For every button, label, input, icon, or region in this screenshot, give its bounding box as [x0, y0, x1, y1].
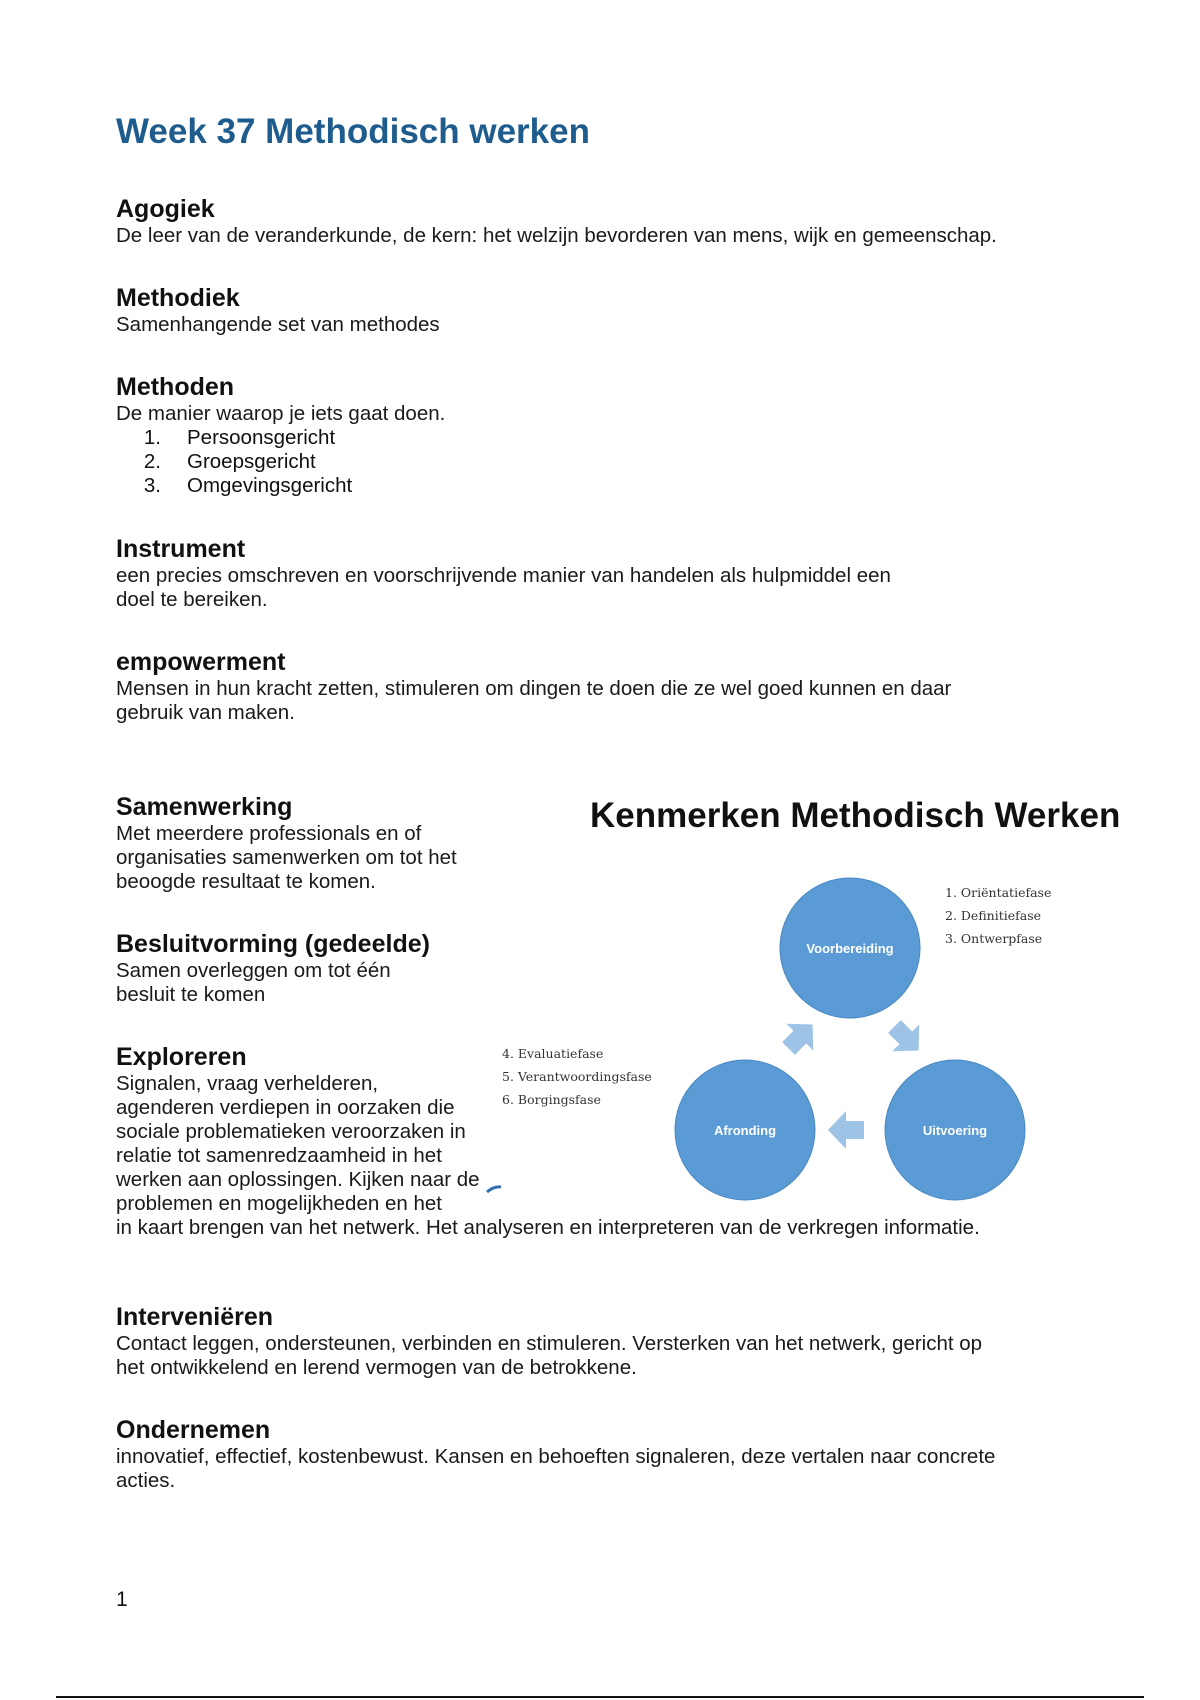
diagram-title: Kenmerken Methodisch Werken [590, 796, 1121, 835]
section-empowerment [116, 647, 1086, 725]
section-methoden [116, 372, 1086, 498]
phase-left-6: 6. Borgingsfase [502, 1092, 601, 1107]
text-agogiek: De leer van de veranderkunde, de kern: het welzijn bevorderen van mens, wijk en gemeenschap. [116, 224, 997, 247]
heading-exploreren: Exploreren [116, 1043, 247, 1071]
heading-empowerment: empowerment [116, 648, 286, 676]
section-ondernemen [116, 1415, 1086, 1493]
text-instrument-line1: een precies omschreven en voorschrijvende manier van handelen als hulpmiddel een [116, 564, 891, 587]
text-methoden: De manier waarop je iets gaat doen. [116, 402, 446, 425]
phase-top-1: 1. Oriëntatiefase [945, 885, 1052, 900]
heading-samenwerking: Samenwerking [116, 793, 293, 821]
section-interveniëren [116, 1302, 1086, 1380]
section-samenwerking [116, 792, 476, 894]
phase-left-5: 5. Verantwoordingsfase [502, 1069, 652, 1084]
cycle-diagram [480, 860, 1100, 1220]
methoden-list [116, 426, 1086, 498]
arrow-left-up-icon [775, 1011, 826, 1062]
heading-agogiek: Agogiek [116, 195, 215, 223]
list-item: 2. Groepsgericht [143, 450, 316, 473]
phase-top-2: 2. Definitiefase [945, 908, 1042, 923]
label-uitvoering: Uitvoering [922, 1123, 988, 1138]
list-item: 1. Persoonsgericht [143, 426, 336, 449]
label-afronding: Afronding [713, 1123, 777, 1138]
text-exploreren-cont: in kaart brengen van het netwerk. Het analyseren en interpreteren van de verkregen informatie. [116, 1216, 980, 1239]
text-ondernemen-line2: acties. [116, 1469, 176, 1492]
heading-ondernemen: Ondernemen [116, 1416, 271, 1444]
footer-divider [56, 1696, 1144, 1698]
heading-interveniëren: Interveniëren [116, 1303, 274, 1331]
text-empowerment-line1: Mensen in hun kracht zetten, stimuleren om dingen te doen die ze wel goed kunnen en daar [116, 677, 952, 700]
text-interveniëren-line1: Contact leggen, ondersteunen, verbinden en stimuleren. Versterken van het netwerk, gericht op [116, 1332, 983, 1355]
page-number: 1 [116, 1588, 128, 1611]
phase-top-3: 3. Ontwerpfase [945, 931, 1043, 946]
text-samenwerking: Met meerdere professionals en of organisaties samenwerken om tot het beoogde resultaat te komen. [116, 822, 457, 893]
section-agogiek [116, 194, 1086, 248]
text-exploreren: Signalen, vraag verhelderen, agenderen verdiepen in oorzaken die sociale problematieken veroorzaken in relatie tot samenredzaamheid in het werken aan oplossingen. Kijken naar de problemen en mogelijkheden en het [116, 1072, 480, 1215]
section-methodiek [116, 283, 1086, 337]
arrow-right-down-icon [881, 1013, 932, 1064]
section-instrument [116, 534, 1086, 612]
page-title: Week 37 Methodisch werken [116, 112, 590, 151]
stray-mark [487, 1187, 501, 1192]
text-instrument-line2: doel te bereiken. [116, 588, 268, 611]
section-besluitvorming [116, 929, 516, 1007]
text-empowerment-line2: gebruik van maken. [116, 701, 295, 724]
text-interveniëren-line2: het ontwikkelend en lerend vermogen van de betrokkene. [116, 1356, 637, 1379]
text-ondernemen-line1: innovatief, effectief, kostenbewust. Kansen en behoeften signaleren, deze vertalen naar concrete [116, 1445, 996, 1468]
heading-besluitvorming: Besluitvorming (gedeelde) [116, 930, 430, 958]
list-item: 3. Omgevingsgericht [143, 474, 353, 497]
text-besluitvorming: Samen overleggen om tot één besluit te komen [116, 959, 391, 1006]
arrow-left-icon [828, 1111, 864, 1149]
heading-methoden: Methoden [116, 373, 235, 401]
heading-instrument: Instrument [116, 535, 246, 563]
heading-methodiek: Methodiek [116, 284, 240, 312]
label-voorbereiding: Voorbereiding [806, 941, 894, 956]
phase-left-4: 4. Evaluatiefase [502, 1046, 604, 1061]
text-methodiek: Samenhangende set van methodes [116, 313, 440, 336]
